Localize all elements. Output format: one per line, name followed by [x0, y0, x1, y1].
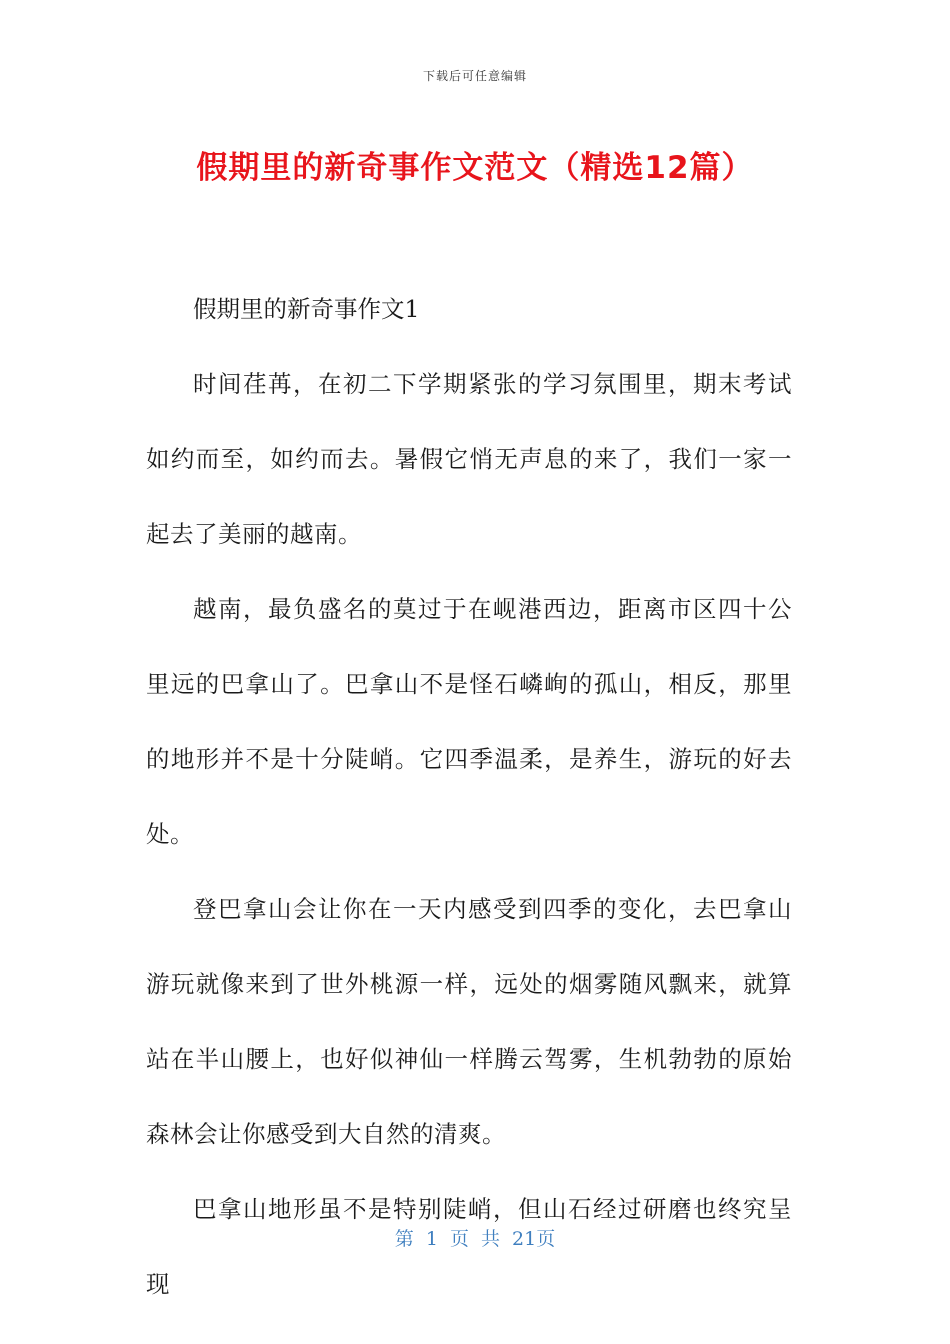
header-note: 下载后可任意编辑: [422, 69, 527, 83]
paragraph-3: 登巴拿山会让你在一天内感受到四季的变化，去巴拿山游玩就像来到了世外桃源一样，远处的烟雾随风飘来，就算站在半山腰上，也好似神仙一样腾云驾雾，生机勃勃的原始森林会让你感受到大自然的清爽。: [146, 895, 792, 1148]
section-heading: 假期里的新奇事作文1: [193, 295, 420, 323]
document-body: [146, 272, 792, 1322]
document-title: 假期里的新奇事作文范文（精选12篇）: [196, 150, 754, 186]
paragraph-1: 时间荏苒，在初二下学期紧张的学习氛围里，期末考试如约而至，如约而去。暑假它悄无声息的来了，我们一家一起去了美丽的越南。: [146, 370, 792, 548]
paragraph-4: 巴拿山地形虽不是特别陡峭，但山石经过研磨也终究呈现: [146, 1195, 792, 1298]
page-number-footer: 第 1 页 共 21页: [394, 1228, 556, 1250]
paragraph-2: 越南，最负盛名的莫过于在岘港西边，距离市区四十公里远的巴拿山了。巴拿山不是怪石嶙峋的孤山，相反，那里的地形并不是十分陡峭。它四季温柔，是养生，游玩的好去处。: [146, 595, 792, 848]
